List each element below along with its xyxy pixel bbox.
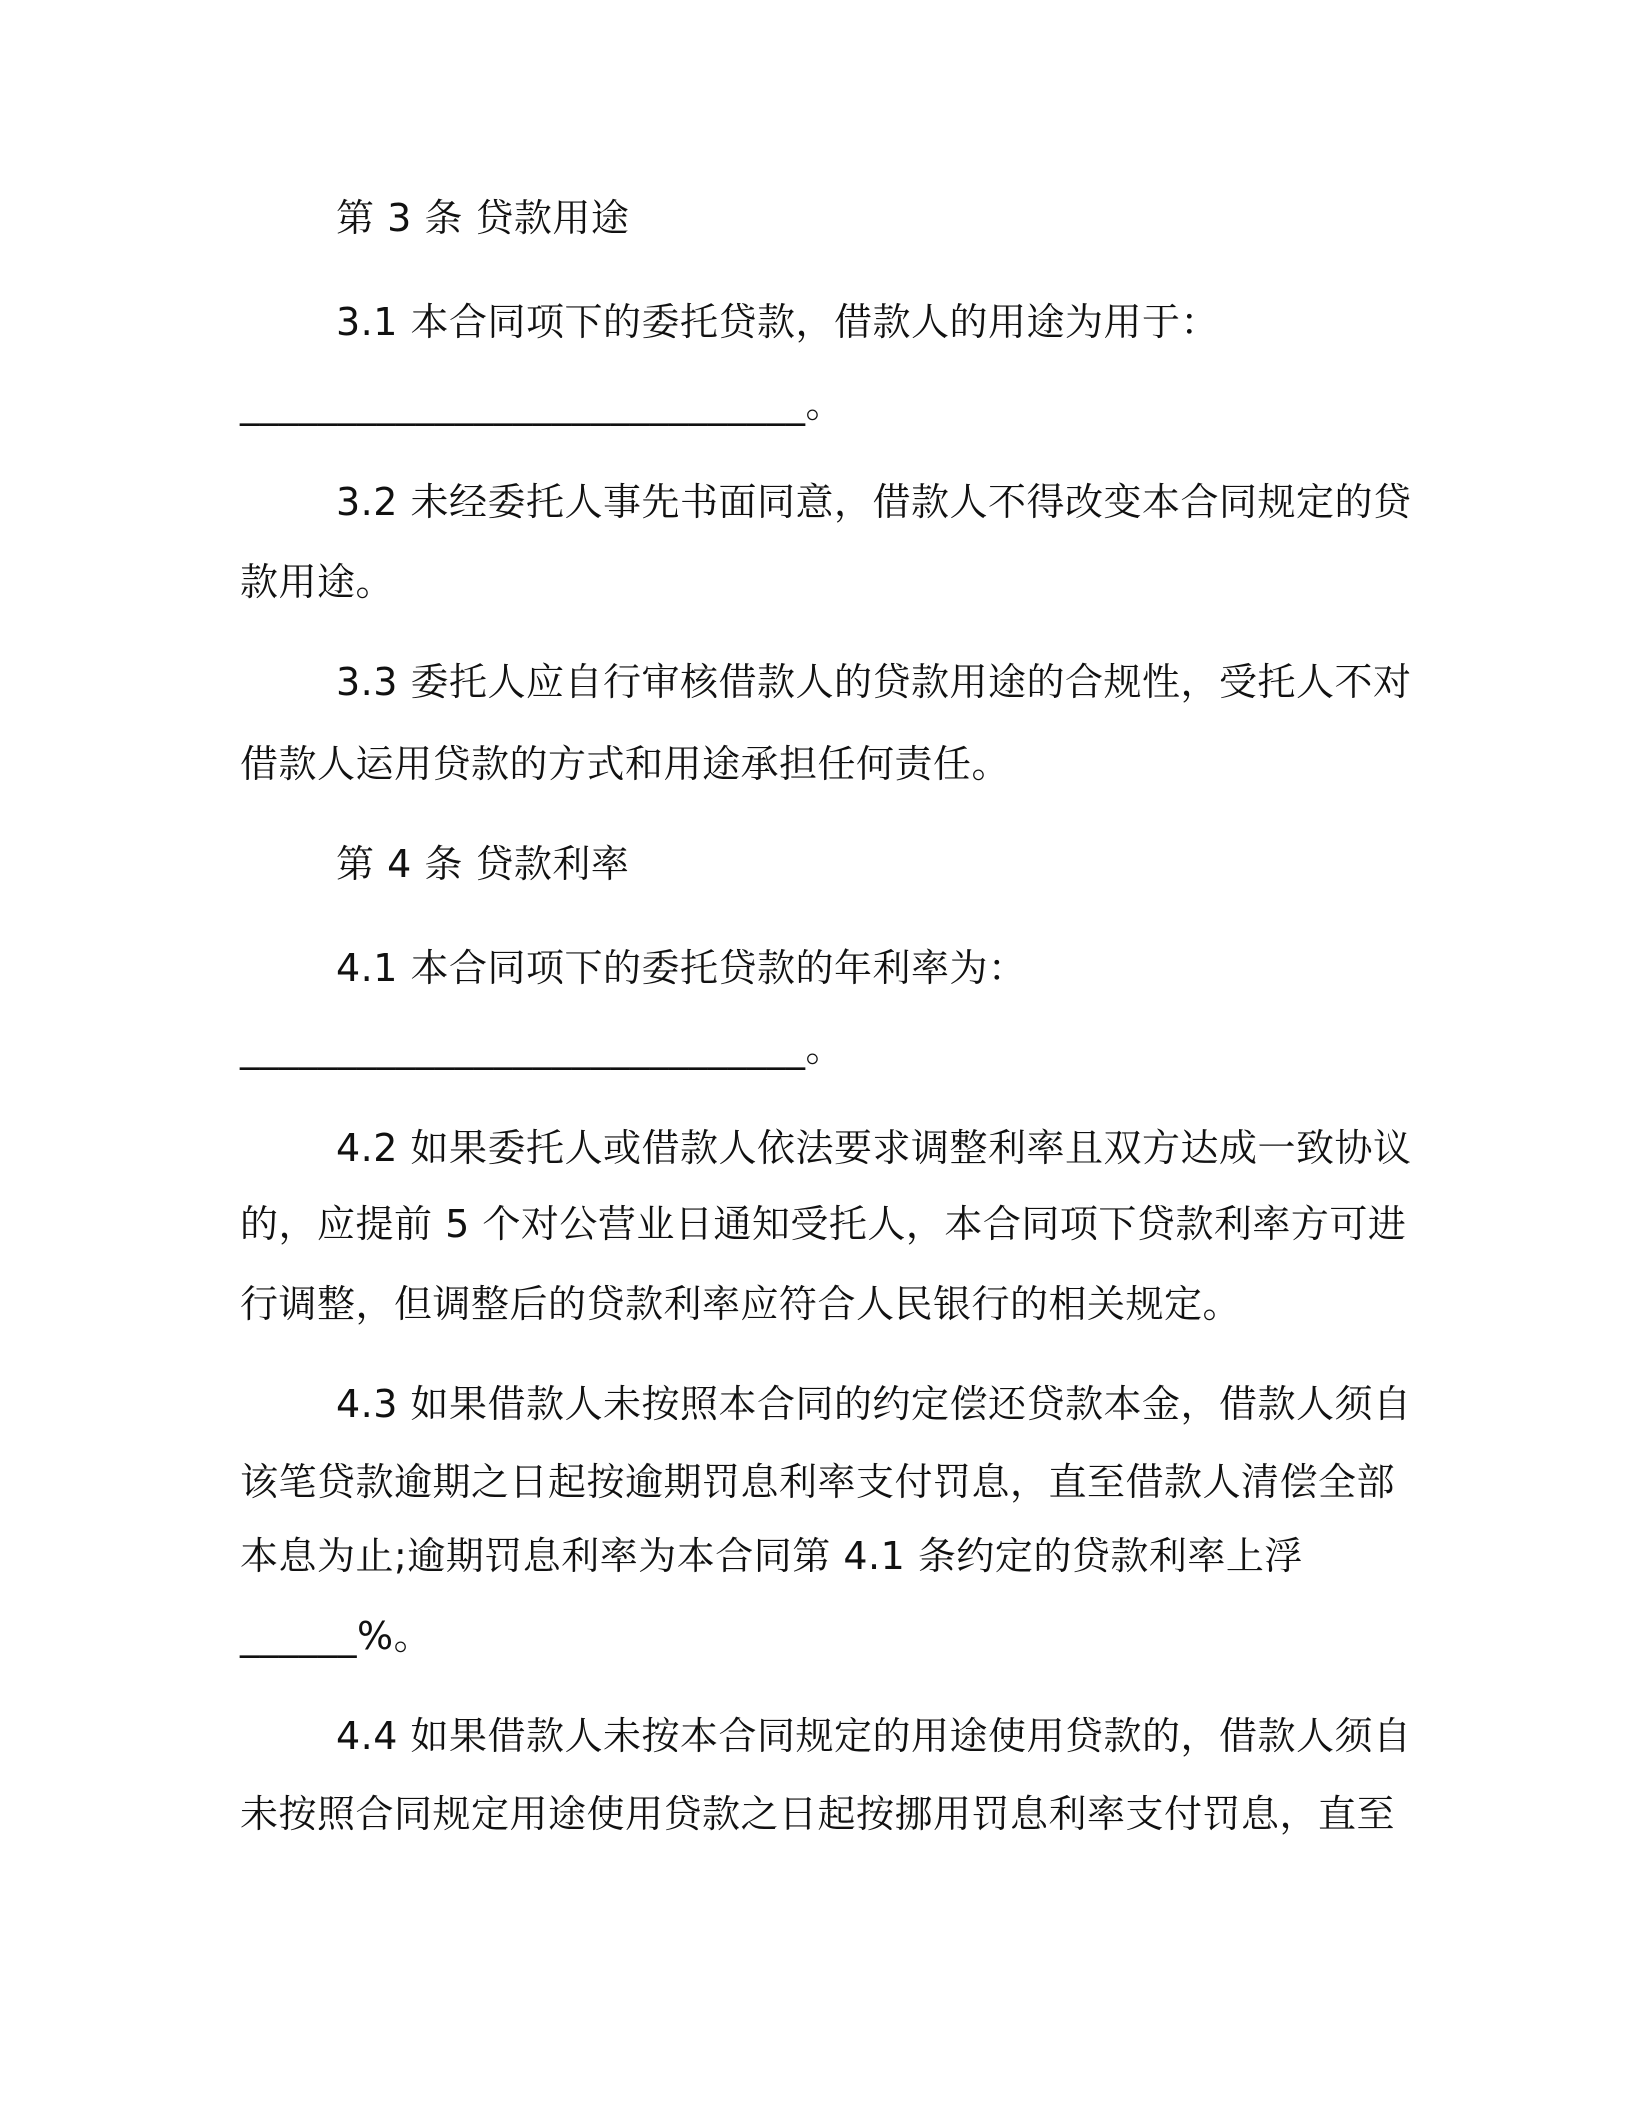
clause-4-3-blank: ______%。 [240, 1614, 433, 1658]
clause-4-3-text: 4.3 如果借款人未按照本合同的约定偿还贷款本金，借款人须自 [336, 1382, 1412, 1426]
clause-4-4-text-cont: 未按照合同规定用途使用贷款之日起按挪用罚息利率支付罚息，直至 [240, 1792, 1396, 1836]
clause-3-2-text: 3.2 未经委托人事先书面同意，借款人不得改变本合同规定的贷 [336, 480, 1412, 524]
clause-4-3-text-cont-2: 本息为止;逾期罚息利率为本合同第 4.1 条约定的贷款利率上浮 [240, 1534, 1303, 1578]
clause-4-1-text: 4.1 本合同项下的委托贷款的年利率为： [336, 946, 1027, 990]
clause-4-2-text: 4.2 如果委托人或借款人依法要求调整利率且双方达成一致协议 [336, 1126, 1412, 1170]
clause-4-1-blank: _____________________________。 [240, 1026, 845, 1070]
clause-4-2-text-cont-1: 的，应提前 5 个对公营业日通知受托人，本合同项下贷款利率方可进 [240, 1202, 1407, 1246]
clause-3-1-text: 3.1 本合同项下的委托贷款，借款人的用途为用于： [336, 300, 1220, 344]
article-4-heading: 第 4 条 贷款利率 [336, 842, 630, 886]
clause-4-2-text-cont-2: 行调整，但调整后的贷款利率应符合人民银行的相关规定。 [240, 1282, 1242, 1326]
clause-3-3-text-cont: 借款人运用贷款的方式和用途承担任何责任。 [240, 742, 1011, 786]
clause-3-3-text: 3.3 委托人应自行审核借款人的贷款用途的合规性，受托人不对 [336, 660, 1412, 704]
clause-3-2-text-cont: 款用途。 [240, 560, 395, 604]
clause-3-1-blank: _____________________________。 [240, 382, 845, 426]
article-3-heading: 第 3 条 贷款用途 [336, 196, 630, 240]
clause-4-4-text: 4.4 如果借款人未按本合同规定的用途使用贷款的，借款人须自 [336, 1714, 1412, 1758]
clause-4-3-text-cont-1: 该笔贷款逾期之日起按逾期罚息利率支付罚息，直至借款人清偿全部 [240, 1460, 1396, 1504]
